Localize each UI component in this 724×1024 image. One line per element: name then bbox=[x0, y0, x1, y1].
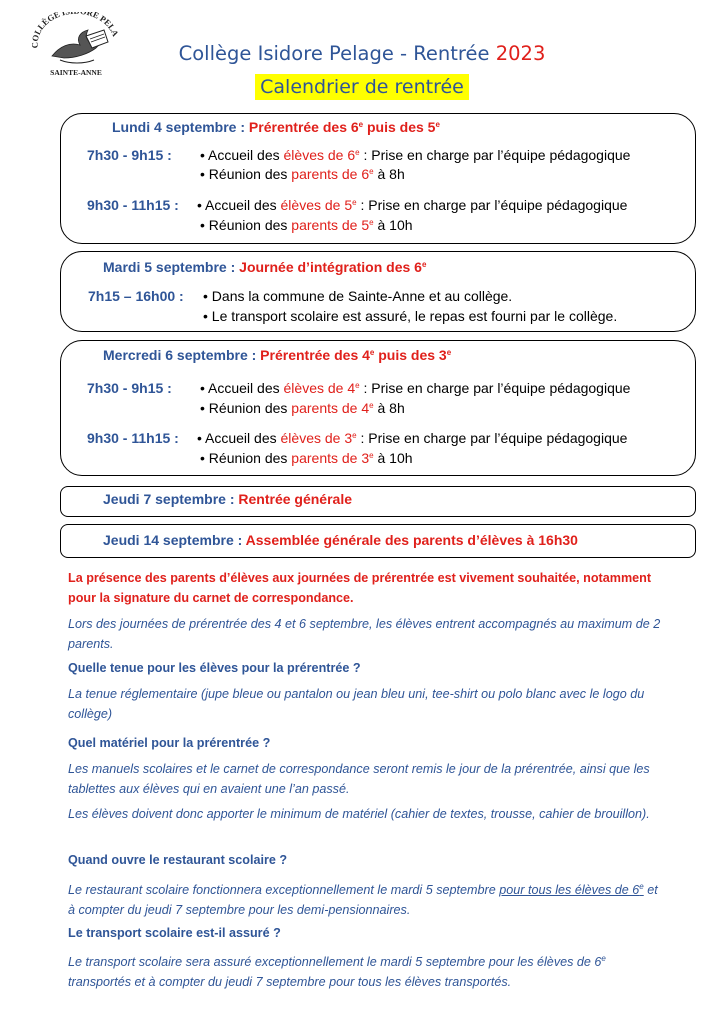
day-heading: Jeudi 14 septembre : Assemblée générale des parents d’élèves à 16h30 bbox=[103, 532, 578, 548]
notice-paragraph: La présence des parents d’élèves aux journées de prérentrée est vivement souhaitée, notamment pour la signature du carnet de correspondance. bbox=[68, 571, 652, 605]
day-heading: Lundi 4 septembre : Prérentrée des 6e puis des 5e bbox=[112, 119, 440, 135]
schedule-line: • Accueil des élèves de 3e : Prise en charge par l’équipe pédagogique bbox=[197, 430, 628, 446]
day-heading: Mercredi 6 septembre : Prérentrée des 4e puis des 3e bbox=[103, 347, 452, 363]
schedule-line: • Accueil des élèves de 6e : Prise en charge par l’équipe pédagogique bbox=[200, 147, 631, 163]
schedule-line: • Le transport scolaire est assuré, le repas est fourni par le collège. bbox=[203, 308, 618, 324]
question-heading: Quelle tenue pour les élèves pour la prérentrée ? bbox=[68, 661, 361, 675]
answer-paragraph: Le restaurant scolaire fonctionnera exceptionnellement le mardi 5 septembre pour tous les élèves de 6e et à compter du jeudi 7 septembre pour les demi-pensionnaires. bbox=[68, 882, 658, 917]
schedule-line: • Accueil des élèves de 4e : Prise en charge par l’équipe pédagogique bbox=[200, 380, 631, 396]
schedule-line: • Dans la commune de Sainte-Anne et au collège. bbox=[203, 288, 513, 304]
info-paragraph: Lors des journées de prérentrée des 4 et 6 septembre, les élèves entrent accompagnés au maximum de 2 parents. bbox=[68, 617, 661, 651]
page-header bbox=[0, 42, 724, 100]
page-title bbox=[0, 42, 724, 65]
logo-top-text: COLLÈGE I RE PELA bbox=[30, 12, 121, 49]
question-heading: Le transport scolaire est-il assuré ? bbox=[68, 926, 281, 940]
schedule-line: • Accueil des élèves de 5e : Prise en charge par l’équipe pédagogique bbox=[197, 197, 628, 213]
answer-paragraph: Le transport scolaire sera assuré exceptionnellement le mardi 5 septembre pour les élèves de 6e transportés et à compter du jeudi 7 septembre pour tous les élèves transportés. bbox=[68, 954, 606, 989]
time-slot: 7h30 - 9h15 : bbox=[87, 380, 172, 396]
schedule-line: • Réunion des parents de 5e à 10h bbox=[200, 217, 413, 233]
schedule-line: • Réunion des parents de 6e à 8h bbox=[200, 166, 405, 182]
time-slot: 9h30 - 11h15 : bbox=[87, 430, 179, 446]
logo-bottom-text: SAINTE-ANNE bbox=[50, 68, 102, 77]
time-slot: 9h30 - 11h15 : bbox=[87, 197, 179, 213]
question-heading: Quel matériel pour la prérentrée ? bbox=[68, 736, 271, 750]
day-heading: Mardi 5 septembre : Journée d’intégration des 6e bbox=[103, 259, 427, 275]
page-subtitle: Calendrier de rentrée bbox=[255, 74, 469, 100]
question-heading: Quand ouvre le restaurant scolaire ? bbox=[68, 853, 288, 867]
title-year: 2023 bbox=[495, 42, 546, 65]
answer-paragraph: La tenue réglementaire (jupe bleue ou pantalon ou jean bleu uni, tee-shirt ou polo blanc avec le logo du collège) bbox=[68, 687, 645, 721]
schedule-line: • Réunion des parents de 4e à 8h bbox=[200, 400, 405, 416]
title-text: Collège Isidore Pelage - Rentrée bbox=[178, 42, 496, 65]
day-heading: Jeudi 7 septembre : Rentrée générale bbox=[103, 491, 352, 507]
answer-paragraph: Les manuels scolaires et le carnet de correspondance seront remis le jour de la prérentrée, ainsi que les tablettes aux élèves qui en avaient une l’an passé. bbox=[68, 762, 650, 796]
schedule-line: • Réunion des parents de 3e à 10h bbox=[200, 450, 413, 466]
time-slot: 7h15 – 16h00 : bbox=[88, 288, 184, 304]
answer-paragraph: Les élèves doivent donc apporter le minimum de matériel (cahier de textes, trousse, cahier de brouillon). bbox=[68, 807, 650, 821]
time-slot: 7h30 - 9h15 : bbox=[87, 147, 172, 163]
